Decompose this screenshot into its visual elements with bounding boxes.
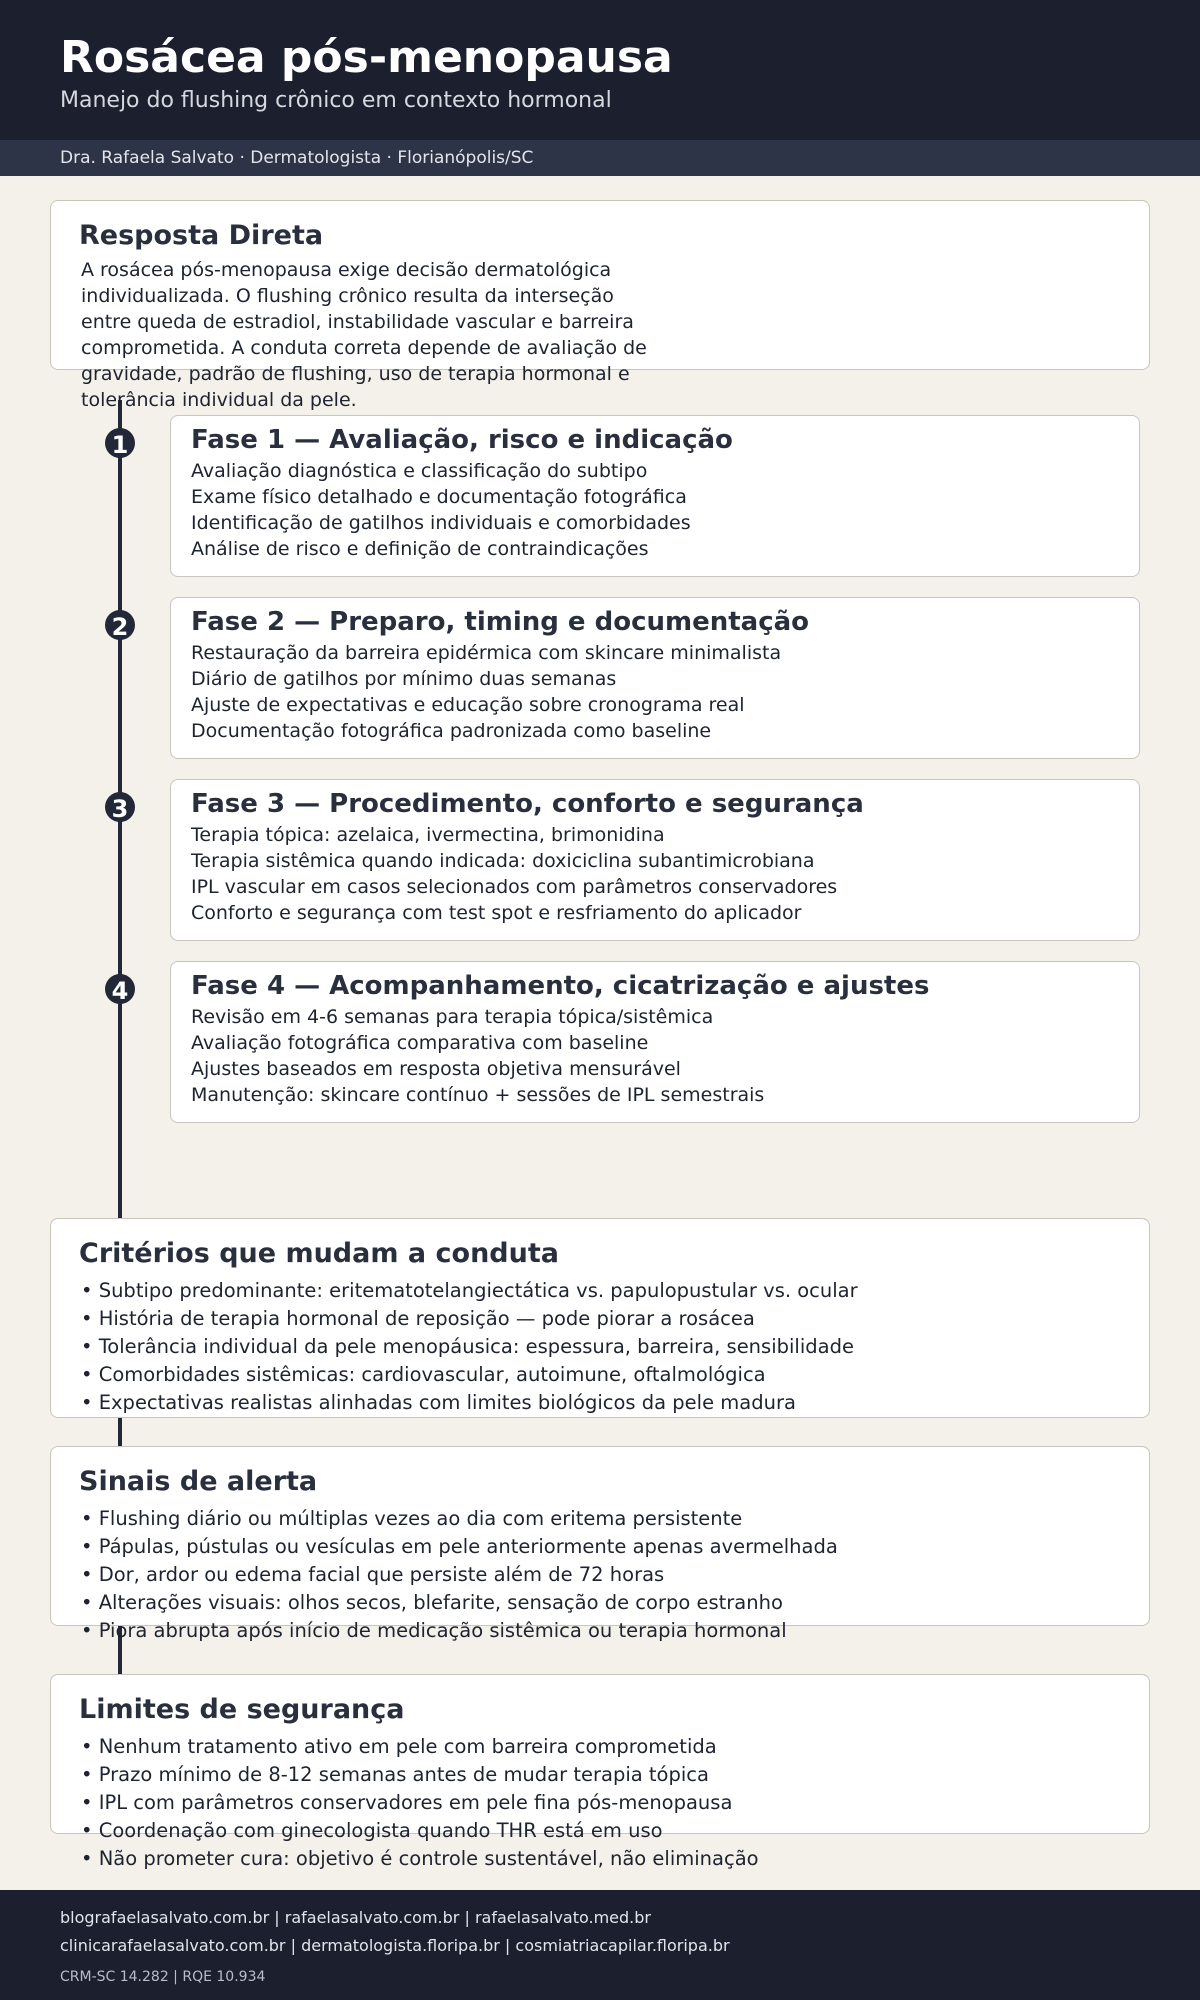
list-item: • Subtipo predominante: eritematotelangiectática vs. papulopustular vs. ocular [81,1279,858,1302]
phase-step: Ajustes baseados em resposta objetiva mensurável [191,1058,681,1080]
phase-step: Conforto e segurança com test spot e resfriamento do aplicador [191,902,802,924]
phase-step: Terapia tópica: azelaica, ivermectina, brimonidina [191,824,665,846]
list-item: • Piora abrupta após início de medicação sistêmica ou terapia hormonal [81,1619,787,1642]
phase-step: Diário de gatilhos por mínimo duas semanas [191,668,617,690]
page-header [0,0,1200,140]
phase-4-badge: 4 [105,974,135,1004]
list-item: • Pápulas, pústulas ou vesículas em pele anteriormente apenas avermelhada [81,1535,838,1558]
list-item: • IPL com parâmetros conservadores em pele fina pós-menopausa [81,1791,733,1814]
phase-step: Avaliação diagnóstica e classificação do subtipo [191,460,648,482]
limits-card [50,1674,1150,1870]
direct-answer-title: Resposta Direta [79,220,324,251]
limits-list [81,1733,759,1873]
phase-step: Identificação de gatilhos individuais e comorbidades [191,512,691,534]
phase-2-title: Fase 2 — Preparo, timing e documentação [191,607,810,637]
phase-1-steps [191,458,691,562]
list-item: • Coordenação com ginecologista quando THR está em uso [81,1819,663,1842]
alerts-title: Sinais de alerta [79,1466,318,1497]
direct-answer-text: A rosácea pós-menopausa exige decisão dermatológica individualizada. O flushing crônico resulta da interseção entre queda de estradiol, instabilidade vascular e barreira comprometida. A conduta correta depende de avaliação de gravidade, padrão de flushing, uso de terapia hormonal e tolerância individual da pele. [81,259,647,411]
phase-2-steps [191,640,781,744]
phase-4-steps [191,1004,764,1108]
phase-step: Avaliação fotográfica comparativa com baseline [191,1032,649,1054]
criteria-card [50,1218,1150,1418]
criteria-list [81,1277,858,1417]
phase-3-steps [191,822,837,926]
list-item: • Prazo mínimo de 8-12 semanas antes de mudar terapia tópica [81,1763,709,1786]
list-item: • História de terapia hormonal de reposição — pode piorar a rosácea [81,1307,755,1330]
page-subtitle: Manejo do flushing crônico em contexto hormonal [60,88,612,113]
phase-1-title: Fase 1 — Avaliação, risco e indicação [191,425,733,455]
list-item: • Expectativas realistas alinhadas com limites biológicos da pele madura [81,1391,796,1414]
author-bar [0,140,1200,176]
criteria-title: Critérios que mudam a conduta [79,1238,559,1269]
list-item: • Comorbidades sistêmicas: cardiovascular, autoimune, oftalmológica [81,1363,766,1386]
direct-answer-card [50,200,1150,411]
phase-step: Manutenção: skincare contínuo + sessões de IPL semestrais [191,1084,765,1106]
phase-step: Documentação fotográfica padronizada como baseline [191,720,712,742]
phase-step: IPL vascular em casos selecionados com parâmetros conservadores [191,876,838,898]
list-item: • Alterações visuais: olhos secos, blefarite, sensação de corpo estranho [81,1591,783,1614]
phase-step: Análise de risco e definição de contraindicações [191,538,649,560]
alerts-list [81,1505,838,1645]
phase-2-badge: 2 [105,610,135,640]
footer-registry: CRM-SC 14.282 | RQE 10.934 [60,1969,266,1985]
phase-4-title: Fase 4 — Acompanhamento, cicatrização e ajustes [191,971,930,1001]
phase-2-card [170,597,1140,759]
phase-4-card [170,961,1140,1123]
alerts-card [50,1446,1150,1642]
phase-3-card [170,779,1140,941]
phase-step: Revisão em 4-6 semanas para terapia tópica/sistêmica [191,1006,714,1028]
phase-step: Terapia sistêmica quando indicada: doxiciclina subantimicrobiana [191,850,815,872]
page-footer [0,1890,1200,2000]
page-title: Rosácea pós-menopausa [60,32,673,83]
phase-step: Restauração da barreira epidérmica com skincare minimalista [191,642,782,664]
phase-3-title: Fase 3 — Procedimento, conforto e segurança [191,789,864,819]
phase-step: Ajuste de expectativas e educação sobre cronograma real [191,694,745,716]
list-item: • Não prometer cura: objetivo é controle sustentável, não eliminação [81,1847,759,1870]
phase-1-card [170,415,1140,577]
author-credit: Dra. Rafaela Salvato · Dermatologista · Florianópolis/SC [60,148,534,168]
list-item: • Nenhum tratamento ativo em pele com barreira comprometida [81,1735,717,1758]
phase-1-badge: 1 [105,428,135,458]
list-item: • Dor, ardor ou edema facial que persiste além de 72 horas [81,1563,665,1586]
list-item: • Tolerância individual da pele menopáusica: espessura, barreira, sensibilidade [81,1335,854,1358]
phase-step: Exame físico detalhado e documentação fotográfica [191,486,687,508]
limits-title: Limites de segurança [79,1694,405,1725]
list-item: • Flushing diário ou múltiplas vezes ao dia com eritema persistente [81,1507,743,1530]
phase-3-badge: 3 [105,792,135,822]
footer-links-2: clinicarafaelasalvato.com.br | dermatologista.floripa.br | cosmiatriacapilar.floripa.br [60,1936,730,1955]
footer-links-1: blografaelasalvato.com.br | rafaelasalvato.com.br | rafaelasalvato.med.br [60,1908,651,1927]
